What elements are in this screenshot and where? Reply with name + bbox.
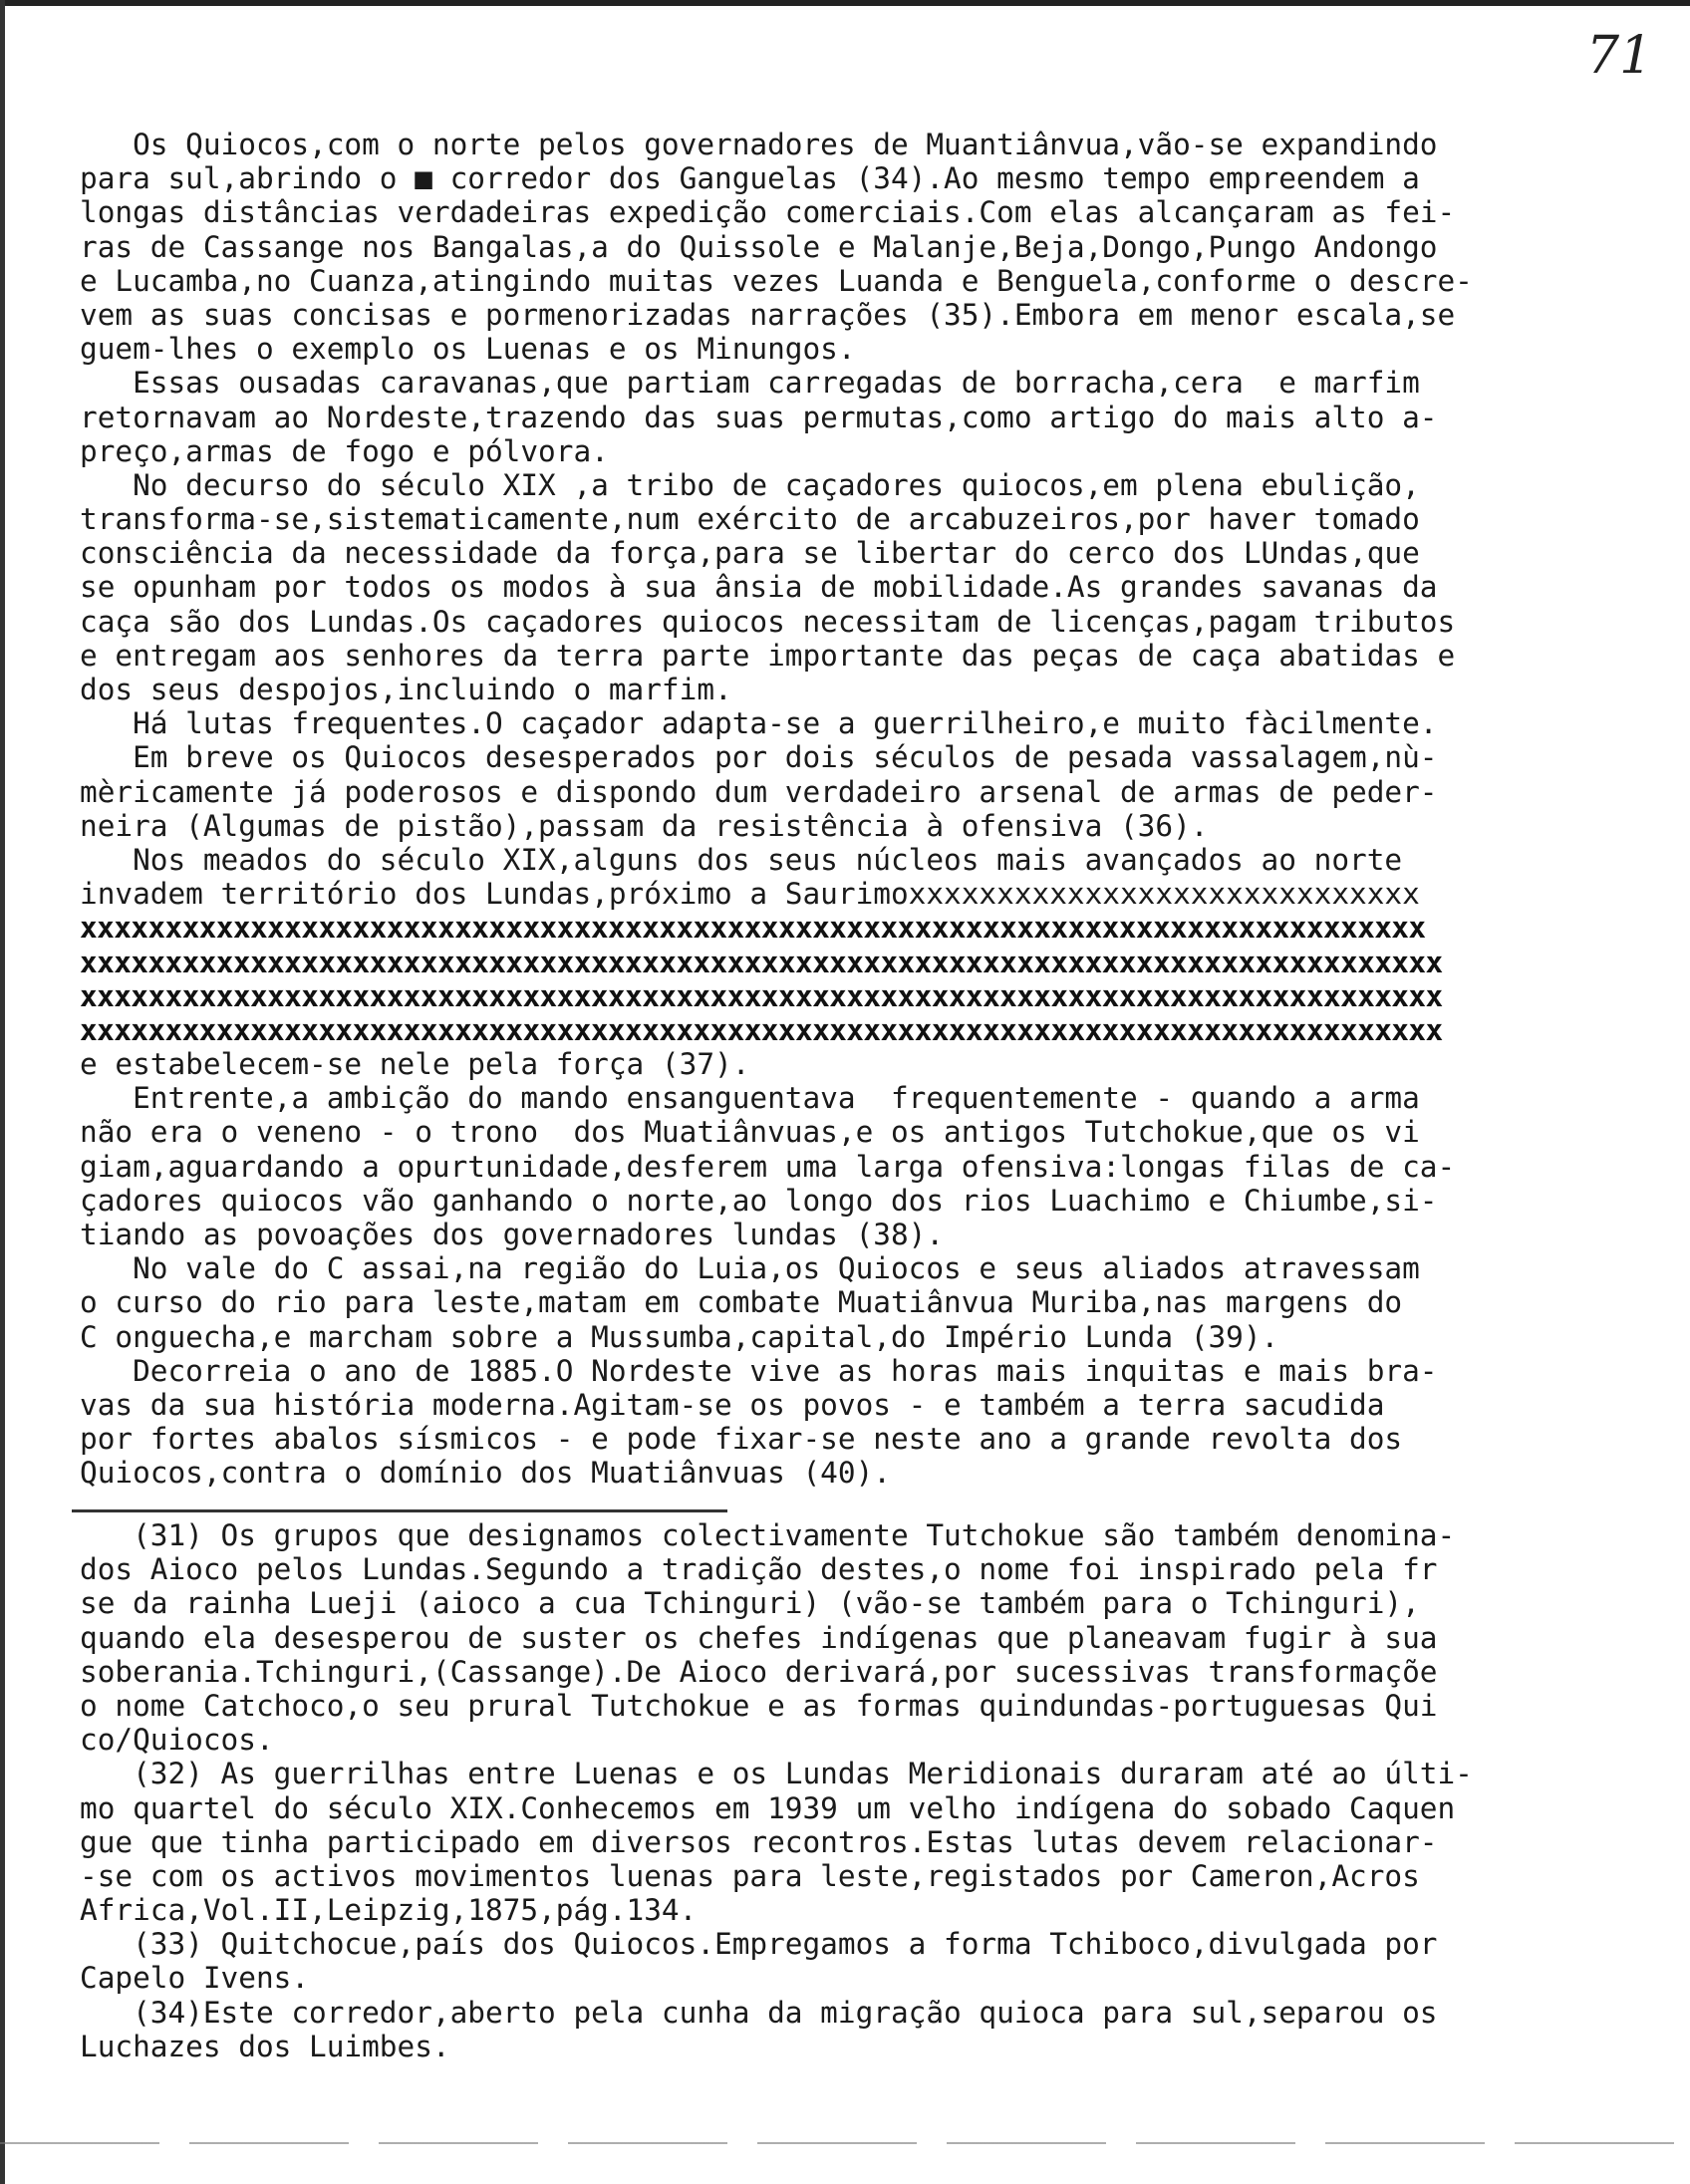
footnote-line: (32) As guerrilhas entre Luenas e os Lundas Meridionais duraram até ao últi- [80,1757,1473,1791]
body-line: mèricamente já poderosos e dispondo dum verdadeiro arsenal de armas de peder- [80,774,1438,809]
body-line: Decorreia o ano de 1885.O Nordeste vive as horas mais inquitas e mais bra- [80,1353,1438,1388]
body-line: Entrente,a ambição do mando ensanguentava frequentemente - quando a arma [80,1081,1420,1116]
footnote-line: mo quartel do século XIX.Conhecemos em 1939 um velho indígena do sobado Caquen [80,1790,1456,1825]
body-line: Há lutas frequentes.O caçador adapta-se a guerrilheiro,e muito fàcilmente. [80,706,1438,741]
body-line: C onguecha,e marcham sobre a Mussumba,capital,do Império Lunda (39). [80,1319,1279,1354]
footnote-separator [72,1509,727,1512]
footnote-line: co/Quiocos. [80,1723,274,1758]
footnote-line: (33) Quitchocue,país dos Quiocos.Empregamos a forma Tchiboco,divulgada por [80,1927,1438,1962]
body-line: No vale do C assai,na região do Luia,os Quiocos e seus aliados atravessam [80,1251,1420,1286]
page-bottom-edge [0,2142,1690,2144]
body-line: e entregam aos senhores da terra parte importante das peças de caça abatidas e [80,638,1456,673]
footnotes-section [80,1518,1664,2063]
body-line: çadores quiocos vão ganhando o norte,ao longo dos rios Luachimo e Chiumbe,si- [80,1183,1438,1218]
footnote-line: gue que tinha participado em diversos recontros.Estas lutas devem relacionar- [80,1824,1438,1859]
footnote-line: Africa,Vol.II,Leipzig,1875,pág.134. [80,1893,698,1928]
body-line: invadem território dos Lundas,próximo a Saurimoxxxxxxxxxxxxxxxxxxxxxxxxxxxxx [80,877,1420,912]
body-line: ras de Cassange nos Bangalas,a do Quissole e Malanje,Beja,Dongo,Pungo Andongo [80,229,1438,264]
footnote-line: se da rainha Lueji (aioco a cua Tchinguri) (vão-se também para o Tchinguri), [80,1586,1420,1621]
footnote-line: dos Aioco pelos Lundas.Segundo a tradição destes,o nome foi inspirado pela fr [80,1552,1438,1587]
body-line: xxxxxxxxxxxxxxxxxxxxxxxxxxxxxxxxxxxxxxxxxxxxxxxxxxxxxxxxxxxxxxxxxxxxxxxxxxxxxxxx [80,978,1443,1013]
body-line: vas da sua história moderna.Agitam-se os povos - e também a terra sacudida [80,1387,1385,1422]
body-line: Quiocos,contra o domínio dos Muatiânvuas (40). [80,1456,891,1491]
footnote-line: quando ela desesperou de suster os chefes indígenas que planeavam fugir à sua [80,1620,1438,1655]
body-line: retornavam ao Nordeste,trazendo das suas permutas,como artigo do mais alto a- [80,400,1438,434]
body-line: neira (Algumas de pistão),passam da resistência à ofensiva (36). [80,808,1209,843]
body-line: caça são dos Lundas.Os caçadores quiocos necessitam de licenças,pagam tributos [80,604,1456,639]
body-line: xxxxxxxxxxxxxxxxxxxxxxxxxxxxxxxxxxxxxxxxxxxxxxxxxxxxxxxxxxxxxxxxxxxxxxxxxxxxxxxx [80,1012,1443,1047]
body-line: guem-lhes o exemplo os Luenas e os Minungos. [80,332,856,367]
body-line: giam,aguardando a opurtunidade,desferem uma larga ofensiva:longas filas de ca- [80,1149,1456,1184]
page-top-border [0,0,1690,6]
body-line: para sul,abrindo o ■ corredor dos Ganguelas (34).Ao mesmo tempo empreendem a [80,161,1420,196]
footnote-line: o nome Catchoco,o seu prural Tutchokue e as formas quindundas-portuguesas Qui [80,1688,1438,1723]
body-line: longas distâncias verdadeiras expedição comerciais.Com elas alcançaram as fei- [80,195,1456,230]
body-line: e Lucamba,no Cuanza,atingindo muitas vezes Luanda e Benguela,conforme o descre- [80,263,1473,298]
footnote-line: (34)Este corredor,aberto pela cunha da migração quioca para sul,separou os [80,1995,1438,2030]
body-line: vem as suas concisas e pormenorizadas narrações (35).Embora em menor escala,se [80,297,1456,332]
body-line: Essas ousadas caravanas,que partiam carregadas de borracha,cera e marfim [80,366,1420,401]
body-line: Nos meados do século XIX,alguns dos seus núcleos mais avançados ao norte [80,842,1403,877]
body-line: preço,armas de fogo e pólvora. [80,433,609,468]
body-line: xxxxxxxxxxxxxxxxxxxxxxxxxxxxxxxxxxxxxxxxxxxxxxxxxxxxxxxxxxxxxxxxxxxxxxxxxxxxxxxx [80,945,1443,979]
body-line: não era o veneno - o trono dos Muatiânvuas,e os antigos Tutchokue,que os vi [80,1115,1420,1150]
body-line: No decurso do século XIX ,a tribo de caçadores quiocos,em plena ebulição, [80,467,1420,502]
footnote-line: soberania.Tchinguri,(Cassange).De Aioco derivará,por sucessivas transformaçõe [80,1654,1438,1689]
body-line: tiando as povoações dos governadores lundas (38). [80,1218,945,1251]
body-line: Em breve os Quiocos desesperados por dois séculos de pesada vassalagem,nù- [80,740,1438,775]
main-text [80,128,1664,1491]
body-line: dos seus despojos,incluindo o marfim. [80,673,732,706]
footnote-line: Luchazes dos Luimbes. [80,2029,450,2063]
body-line: e estabelecem-se nele pela força (37). [80,1047,750,1082]
footnote-line: Capelo Ivens. [80,1961,310,1996]
body-line: se opunham por todos os modos à sua ânsia de mobilidade.As grandes savanas da [80,570,1438,605]
page-number: 71 [1586,26,1653,86]
body-line: por fortes abalos sísmicos - e pode fixar-se neste ano a grande revolta dos [80,1422,1403,1457]
body-line: xxxxxxxxxxxxxxxxxxxxxxxxxxxxxxxxxxxxxxxxxxxxxxxxxxxxxxxxxxxxxxxxxxxxxxxxxxxxxxx [80,911,1426,946]
footnote-line: -se com os activos movimentos luenas para leste,registados por Cameron,Acros [80,1858,1420,1893]
body-line: consciência da necessidade da força,para se libertar do cerco dos LUndas,que [80,536,1420,571]
page-left-border [0,0,5,2184]
body-line: transforma-se,sistematicamente,num exército de arcabuzeiros,por haver tomado [80,502,1420,537]
footnote-line: (31) Os grupos que designamos colectivamente Tutchokue são também denomina- [80,1518,1456,1552]
body-line: Os Quiocos,com o norte pelos governadores de Muantiânvua,vão-se expandindo [80,128,1438,161]
body-line: o curso do rio para leste,matam em combate Muatiânvua Muriba,nas margens do [80,1285,1403,1320]
